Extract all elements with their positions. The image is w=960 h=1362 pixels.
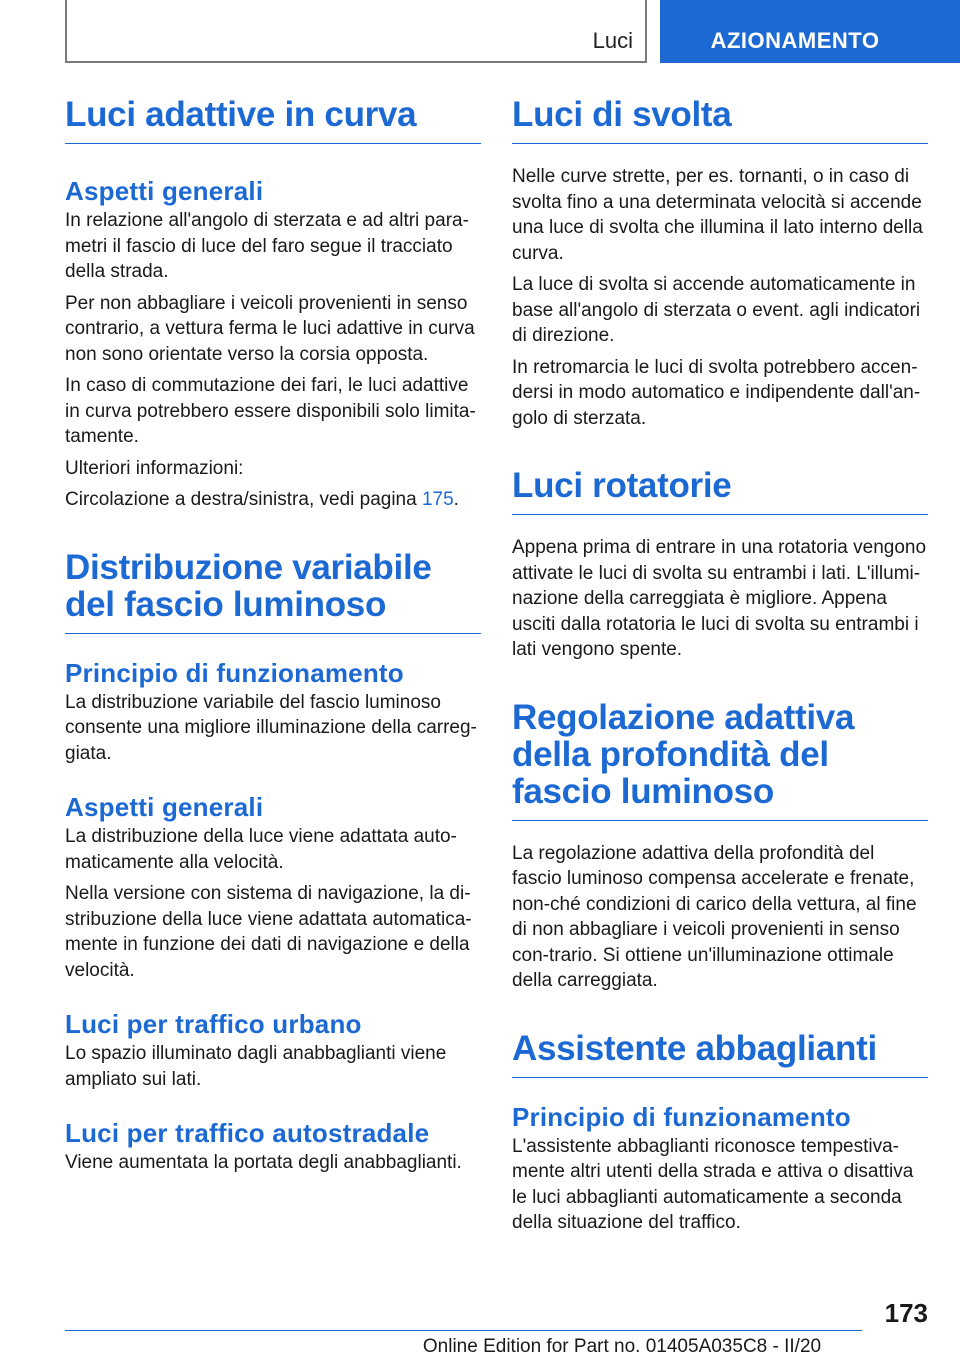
footer-edition-text: Online Edition for Part no. 01405A035C8 - II/20 [422,1336,822,1357]
paragraph: Lo spazio illuminato dagli anabbaglianti viene ampliato sui lati. [65,1043,447,1090]
heading-roundabout-lights: Luci rotatorie [512,467,928,515]
paragraph: L'assistente abbaglianti riconosce tempestiva‐mente altri utenti della strada e attiva o disattiva le luci abbaglianti automaticamente a seconda della situazione del traffico. [512,1135,914,1233]
subheading-urban-traffic-lights: Luci per traffico urbano [65,1009,362,1039]
page-link-175[interactable]: 175 [421,489,454,510]
heading-adaptive-curve-lights: Luci adattive in curva [65,96,481,144]
subheading-general-aspects: Aspetti generali [65,176,264,206]
heading-turning-lights: Luci di svolta [512,96,928,144]
chapter-band [660,0,960,63]
paragraph: In caso di commutazione dei fari, le luci adattive in curva potrebbero essere disponibili solo limita‐tamente. [65,375,476,447]
heading-adaptive-beam-depth: Regolazione adattiva della profondità del fascio luminoso [512,699,928,821]
reference-text: Circolazione a destra/sinistra, vedi pagina [65,489,422,510]
paragraph: Viene aumentata la portata degli anabbaglianti. [65,1152,462,1173]
subheading-operating-principle: Principio di funzionamento [65,657,404,688]
paragraph: Ulteriori informazioni: [65,457,244,479]
subheading-general-aspects-2: Aspetti generali [65,792,264,822]
paragraph: Nelle curve strette, per es. tornanti, o in caso di svolta fino a una determinata velocità si accende una luce di svolta che illumina il lato interno della curva. [512,166,923,264]
paragraph-page-reference [65,487,481,513]
paragraph: La distribuzione variabile del fascio luminoso consente una migliore illuminazione della carreg‐giata. [65,691,477,764]
paragraph: La distribuzione della luce viene adattata auto‐maticamente alla velocità. [65,826,457,873]
subheading-operating-principle-2: Principio di funzionamento [512,1101,851,1132]
section-tab-label: Luci [592,28,633,53]
heading-high-beam-assistant: Assistente abbaglianti [512,1030,928,1078]
paragraph: Appena prima di entrare in una rotatoria vengono attivate le luci di svolta su entrambi i lati. L'illumi‐nazione della carreggiata è migliore. Appena usciti dalla rotatoria le luci di svolta su entrambi i lati vengono spente. [512,537,927,660]
reference-end: . [453,489,459,510]
paragraph: Nella versione con sistema di navigazione, la di‐stribuzione della luce viene adattata automatica‐mente in funzione dei dati di navigazione e della velocità. [65,883,472,981]
paragraph: Per non abbagliare i veicoli provenienti in senso contrario, a vettura ferma le luci adattive in curva non sono orientate verso la corsia opposta. [65,292,475,365]
paragraph: La regolazione adattiva della profondità del fascio luminoso compensa accelerate e frenate, non‐ché condizioni di carico della vettura, al fine di non abbagliare i veicoli provenienti in senso con‐trario. Si ottiene un'illuminazione ottimale della carreggiata. [512,842,917,991]
header-tab [65,0,647,63]
page-number: 173 [884,1298,928,1328]
subheading-highway-traffic-lights: Luci per traffico autostradale [65,1118,430,1148]
chapter-label: AZIONAMENTO [710,28,880,53]
heading-variable-beam-distribution: Distribuzione variabile del fascio luminoso [65,549,481,634]
paragraph: In relazione all'angolo di sterzata e ad altri para‐metri il fascio di luce del faro segue il tracciato della strada. [65,210,469,282]
paragraph: In retromarcia le luci di svolta potrebbero accen‐dersi in modo automatico e indipendente dall'an‐golo di sterzata. [512,356,921,429]
footer-divider [65,1330,862,1331]
right-column [512,96,928,1236]
left-column [65,96,481,1176]
paragraph: La luce di svolta si accende automaticamente in base all'angolo di sterzata o event. agli indicatori di direzione. [512,274,921,346]
